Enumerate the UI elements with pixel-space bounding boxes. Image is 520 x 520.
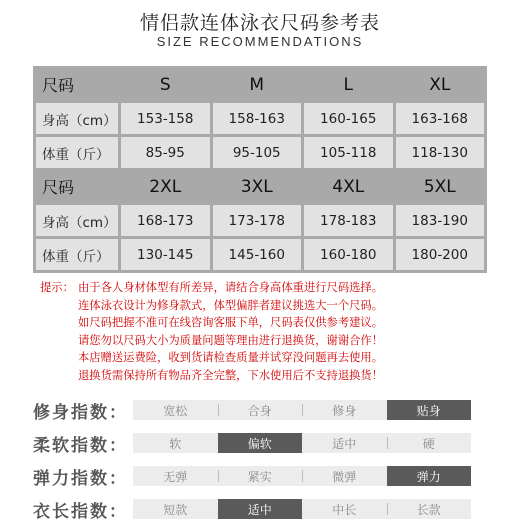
row-label: 体重（斤） (36, 239, 118, 270)
size-value-cell: 105-118 (304, 137, 393, 168)
index-option: 微弹 (302, 466, 387, 486)
tip-prefix (40, 332, 78, 350)
index-scale-bar (133, 433, 471, 453)
index-option: 宽松 (163, 403, 188, 418)
index-label: 柔软指数： (33, 435, 128, 456)
index-option-selected: 弹力 (387, 466, 472, 486)
size-value-cell: 145-160 (213, 239, 302, 270)
row-label: 尺码 (36, 171, 118, 202)
size-value-cell: 130-145 (121, 239, 210, 270)
tip-text: 如尺码把握不准可在线咨询客服下单，尺码表仅供参考建议。 (78, 316, 384, 330)
size-name-cell: M (213, 69, 302, 100)
index-option: 合身 (218, 400, 303, 420)
row-label: 尺码 (36, 69, 118, 100)
tip-prefix (40, 349, 78, 367)
tip-prefix (40, 314, 78, 332)
row-label: 身高（cm） (36, 205, 118, 236)
size-value-cell: 173-178 (213, 205, 302, 236)
tip-line (40, 297, 480, 315)
size-table-row (36, 205, 484, 236)
size-header-row (36, 171, 484, 202)
index-option-selected: 贴身 (387, 400, 472, 420)
fit-index-panel (33, 394, 487, 520)
tips-notes (40, 279, 480, 385)
tip-line (40, 279, 480, 297)
index-option: 软 (169, 436, 182, 451)
index-row (33, 460, 487, 492)
index-option: 修身 (302, 400, 387, 420)
size-value-cell: 153-158 (121, 103, 210, 134)
tip-line (40, 332, 480, 350)
size-value-cell: 118-130 (396, 137, 485, 168)
index-label: 弹力指数： (33, 468, 128, 489)
size-table-row (36, 137, 484, 168)
index-option: 硬 (387, 433, 472, 453)
tip-line (40, 349, 480, 367)
size-name-cell: 4XL (304, 171, 393, 202)
page-subtitle: SIZE RECOMMENDATIONS (156, 34, 364, 49)
size-value-cell: 85-95 (121, 137, 210, 168)
page-title: 情侣款连体泳衣尺码参考表 (139, 12, 380, 34)
index-option-selected: 偏软 (218, 433, 303, 453)
size-value-cell: 180-200 (396, 239, 485, 270)
size-name-cell: XL (396, 69, 485, 100)
size-table-row (36, 103, 484, 134)
row-label: 身高（cm） (36, 103, 118, 134)
tip-prefix (40, 297, 78, 315)
index-scale-bar (133, 499, 471, 519)
index-scale-bar (133, 466, 471, 486)
size-name-cell: 2XL (121, 171, 210, 202)
tip-line (40, 367, 480, 385)
size-value-cell: 163-168 (396, 103, 485, 134)
index-option: 紧实 (218, 466, 303, 486)
size-name-cell: 5XL (396, 171, 485, 202)
size-value-cell: 183-190 (396, 205, 485, 236)
size-value-cell: 168-173 (121, 205, 210, 236)
index-option-selected: 适中 (218, 499, 303, 519)
size-table-row (36, 239, 484, 270)
tip-text: 本店赠送运费险，收到货请检查质量并试穿没问题再去使用。 (78, 351, 384, 365)
index-row (33, 394, 487, 426)
tip-text: 退换货需保持所有物品齐全完整，下水使用后不支持退换货！ (78, 368, 384, 382)
size-name-cell: L (304, 69, 393, 100)
row-label: 体重（斤） (36, 137, 118, 168)
size-value-cell: 95-105 (213, 137, 302, 168)
size-value-cell: 158-163 (213, 103, 302, 134)
size-header-row (36, 69, 484, 100)
tip-line (40, 314, 480, 332)
index-label: 衣长指数： (33, 501, 128, 520)
size-name-cell: S (121, 69, 210, 100)
index-row (33, 427, 487, 459)
index-option: 适中 (332, 436, 357, 451)
size-value-cell: 160-180 (304, 239, 393, 270)
tip-text: 请您勿以尺码大小为质量问题等理由进行退换货，谢谢合作！ (78, 333, 384, 347)
index-scale-bar (133, 400, 471, 420)
index-option: 短款 (163, 502, 188, 517)
index-row (33, 493, 487, 520)
index-option: 中长 (332, 502, 357, 517)
size-value-cell: 160-165 (304, 103, 393, 134)
size-table (33, 66, 487, 273)
index-label: 修身指数： (33, 402, 128, 423)
tip-text: 由于各人身材体型有所差异，请结合身高体重进行尺码选择。 (78, 281, 384, 294)
index-option: 无弹 (163, 469, 188, 484)
index-option: 长款 (387, 499, 472, 519)
size-value-cell: 178-183 (304, 205, 393, 236)
tip-prefix (40, 367, 78, 385)
tip-text: 连体泳衣设计为修身款式，体型偏胖者建议挑选大一个尺码。 (78, 298, 384, 312)
tip-prefix: 提示： (40, 281, 74, 294)
size-name-cell: 3XL (213, 171, 302, 202)
